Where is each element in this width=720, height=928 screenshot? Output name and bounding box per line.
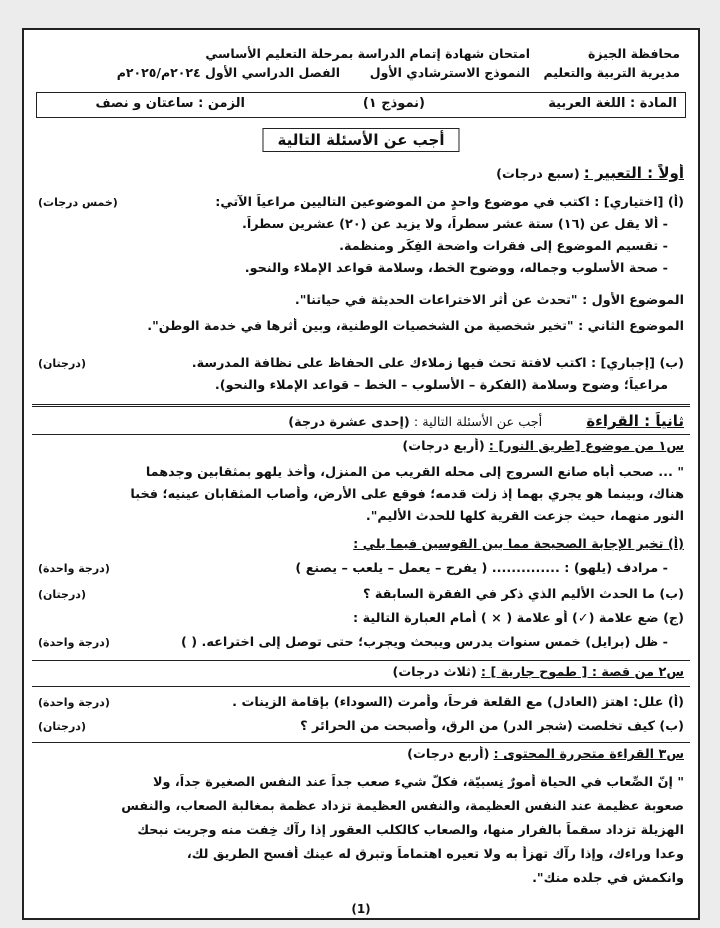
passage-line-1: " ... صحب أباه صانع السروج إلى محله القريب من المنزل، وأخذ يلهو بمثقابين وجدهما bbox=[145, 465, 684, 480]
directorate: مديرية التربية والتعليم bbox=[543, 65, 680, 80]
passage-line-2: هناك، وبينما هو يجري بهما إذ زلت قدمه؛ فوقع على الأرض، وأصاب المثقابان عينيه؛ فخبا bbox=[130, 487, 684, 502]
section-divider bbox=[32, 404, 690, 407]
topic2: "تخير شخصية من الشخصيات الوطنية، وبين أثرها في خدمة الوطن". bbox=[147, 319, 574, 334]
q1-bullet-3: - صحة الأسلوب وجماله، ووضوح الخط، وسلامة قواعد الإملاء والنحو. bbox=[244, 261, 668, 276]
passage3-line-5: وانكمش في جلده منك". bbox=[532, 871, 684, 886]
s2b-mark: (درجتان) bbox=[38, 720, 86, 733]
q1-part-a-mark: (خمس درجات) bbox=[38, 196, 118, 209]
s2-score: (ثلاث درجات) bbox=[392, 665, 477, 680]
passage-line-3: النور منهما، حيث جزعت القرية كلها للحدث الأليم". bbox=[365, 509, 684, 524]
q1-score: (سبع درجات) bbox=[496, 167, 580, 182]
model-number: (نموذج ١) bbox=[362, 96, 425, 111]
s2a: (أ) علل: اهتز (العادل) مع القلعة فرحاً، وأمرت (السوداء) بإقامة الزينات . bbox=[232, 695, 684, 710]
q1-bullet-2: - تقسيم الموضوع إلى فقرات واضحة الفِكَر ومنظمة. bbox=[339, 239, 668, 254]
q1-part-a: (أ) [اختياري] : اكتب في موضوع واحدٍ من الموضوعين التاليين مراعياً الآتي: bbox=[215, 195, 684, 210]
divider bbox=[32, 434, 690, 435]
s1-title: س١ من موضوع [طريق النور] : bbox=[488, 439, 684, 454]
passage3-line-4: وعدا وراءك، وإذا رآك تهزأ به ولا تعيره اهتماماً وتبرق له عينك أفسح الطريق لك، bbox=[186, 847, 684, 862]
instruction-box: أجب عن الأسئلة التالية bbox=[262, 128, 459, 152]
passage3-line-1: " إنّ الصِّعاب في الحياة أمورٌ نِسبيّة، فكلّ شيء صعب جداً عند النفس الصغيرة جداً، ولا bbox=[152, 775, 684, 790]
exam-page bbox=[22, 28, 700, 920]
s1-score: (أربع درجات) bbox=[402, 439, 485, 454]
q1-part-b: (ب) [إجباري] : اكتب لافتة تحث فيها زملاءك على الحفاظ على نظافة المدرسة. bbox=[191, 356, 684, 371]
s1-qa-line: - مرادف (يلهو) : .............. ( يفرح – يعمل – يلعب – يصنع ) bbox=[295, 561, 668, 576]
s2b: (ب) كيف تخلصت (شجر الدر) من الرق، وأصبحت من الحرائر ؟ bbox=[300, 719, 684, 734]
s1-qb: (ب) ما الحدث الأليم الذي ذكر في الفقرة السابقة ؟ bbox=[363, 587, 684, 602]
topic2-label: الموضوع الثاني : bbox=[578, 319, 684, 334]
passage3-line-3: الهزيلة تزداد سقماً بالفرار منها، والصعاب كالكلب العقور إذا رآك خِفت منه وجريت نبحك bbox=[137, 823, 684, 838]
topic1-label: الموضوع الأول : bbox=[582, 293, 684, 308]
s3-title: س٣ القراءة متحررة المحتوى : bbox=[493, 747, 684, 762]
subject: المادة : اللغة العربية bbox=[548, 96, 677, 111]
exam-time: الزمن : ساعتان و نصف bbox=[95, 96, 245, 111]
s1-qc: (ج) ضع علامة (✓) أو علامة ( × ) أمام العبارة التالية : bbox=[353, 611, 684, 626]
model-type: النموذج الاسترشادي الأول bbox=[369, 65, 530, 80]
s1-qb-mark: (درجتان) bbox=[38, 588, 86, 601]
s1-qc-mark: (درجة واحدة) bbox=[38, 636, 110, 649]
s1-qa: (أ) تخير الإجابة الصحيحة مما بين القوسين فيما يلي : bbox=[353, 537, 684, 552]
q1-bullet-1: - ألا يقل عن (١٦) ستة عشر سطراً، ولا يزيد عن (٢٠) عشرين سطراً. bbox=[241, 217, 668, 232]
divider bbox=[32, 742, 690, 743]
s1-qa-mark: (درجة واحدة) bbox=[38, 562, 110, 575]
divider bbox=[32, 660, 690, 661]
q1-part-b-criteria: مراعياً؛ وضوح وسلامة (الفكرة – الأسلوب – الخط – قواعد الإملاء والنحو). bbox=[214, 378, 668, 393]
term: الفصل الدراسي الأول ٢٠٢٤م/٢٠٢٥م bbox=[116, 65, 340, 80]
passage3-line-2: صعوبة عظيمة عند النفس العظيمة، والنفس العظيمة تزداد عظمة بمغالبة الصعاب، والنفس bbox=[121, 799, 684, 814]
s2-title: س٢ من قصة : [ طموح جارية ] : bbox=[480, 665, 684, 680]
s3-score: (أربع درجات) bbox=[407, 747, 490, 762]
subject-bar bbox=[36, 92, 686, 118]
q1-part-b-mark: (درجتان) bbox=[38, 357, 86, 370]
q2-sub: أجب عن الأسئلة التالية : bbox=[413, 415, 543, 430]
governorate: محافظة الجيزة bbox=[588, 46, 680, 61]
s1-qc-line: - ظل (برايل) خمس سنوات يدرس ويبحث ويجرب؛ حتى توصل إلى اختراعه. ( ) bbox=[180, 635, 668, 650]
exam-title: امتحان شهادة إتمام الدراسة بمرحلة التعليم الأساسي bbox=[205, 46, 530, 61]
s2a-mark: (درجة واحدة) bbox=[38, 696, 110, 709]
page-number: (1) bbox=[351, 902, 371, 916]
divider bbox=[32, 686, 690, 687]
topic1: "تحدث عن أثر الاختراعات الحديثة في حياتنا". bbox=[294, 293, 578, 308]
q2-score: (إحدى عشرة درجة) bbox=[288, 415, 410, 430]
q1-title: أولاً : التعبير : bbox=[583, 164, 684, 182]
q2-title: ثانياً : القراءة bbox=[586, 412, 684, 430]
